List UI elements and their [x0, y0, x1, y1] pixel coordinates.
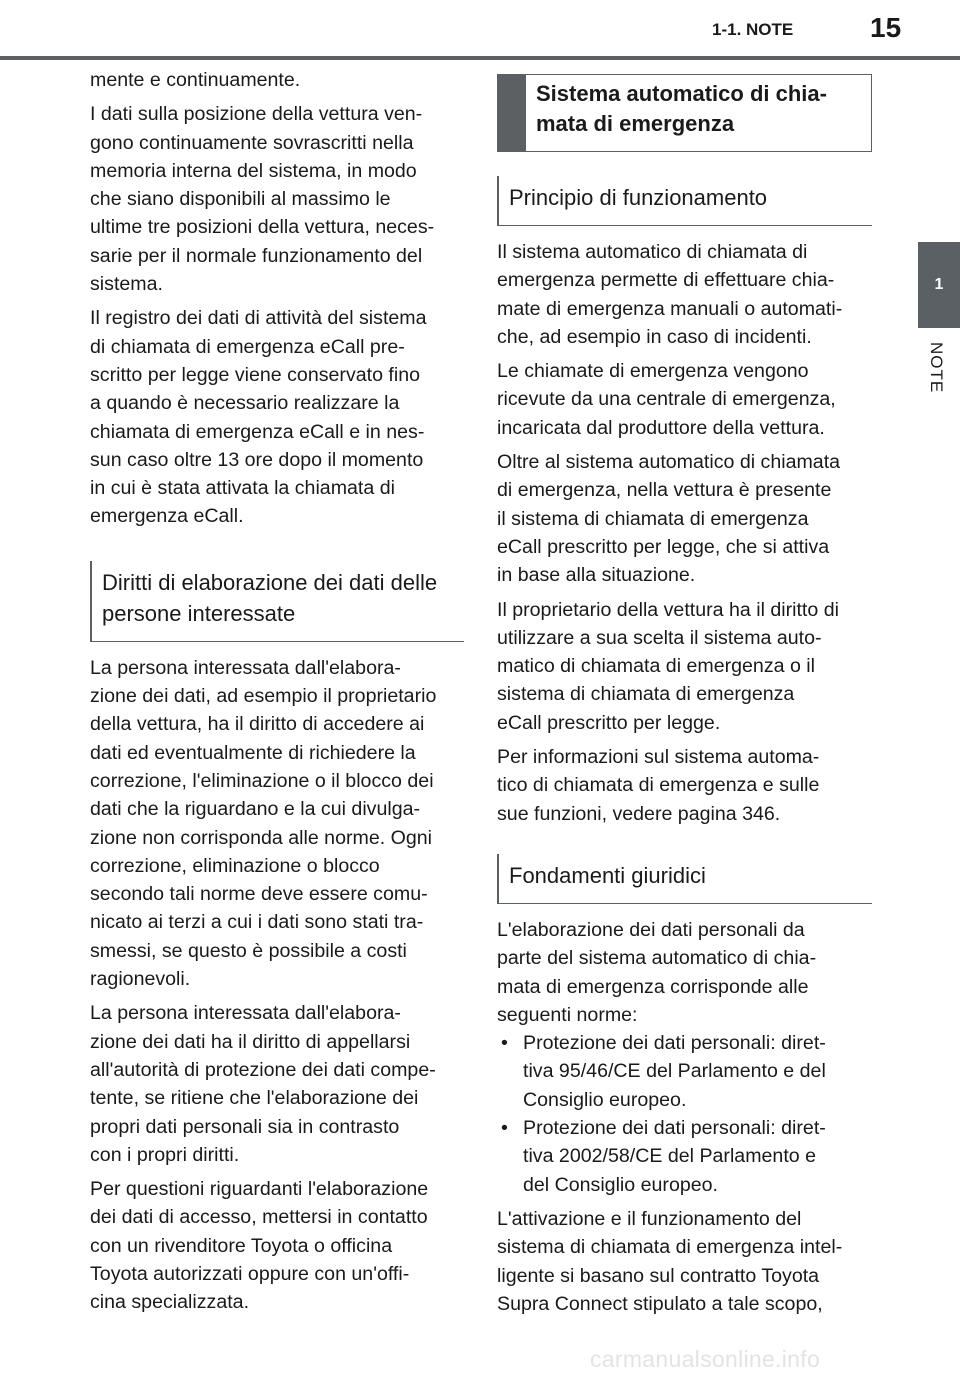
- paragraph: La persona interessata dall'elabora- zione dei dati, ad esempio il proprietario della vettura, ha il diritto di accedere ai dati ed eventualmente di richiedere la correzione, l'eliminazione o il blocco dei dati che la riguardano e la cui divulga- zione non corrisponda alle norme. Ogni correzione, eliminazione o blocco secondo tali norme deve essere comu- nicato ai terzi a cui i dati sono stati tra- smessi, se questo è possibile a costi ragionevoli.: [90, 656, 437, 991]
- paragraph: Oltre al sistema automatico di chiamata di emergenza, nella vettura è presente il sistema di chiamata di emergenza eCall prescritto per legge, che si attiva in base alla situazione.: [497, 451, 841, 587]
- paragraph: mente e continuamente.: [90, 69, 301, 91]
- subsection-heading: Fondamenti giuridici: [497, 854, 872, 904]
- chapter-tab: [918, 242, 960, 328]
- heading-bar: [498, 75, 526, 151]
- subsection-heading: Diritti di elaborazione dei dati delle persone interessate: [90, 561, 464, 642]
- chapter-number: 1: [934, 276, 944, 293]
- right-column: [497, 66, 872, 1324]
- section-title: 1-1. NOTE: [712, 20, 794, 39]
- paragraph: Per questioni riguardanti l'elaborazione dei dati di accesso, mettersi in contatto con un rivenditore Toyota o officina Toyota autorizzati oppure con un'offi- cina specializzata.: [90, 1178, 429, 1314]
- section-heading: Sistema automatico di chia- mata di emergenza: [497, 74, 872, 152]
- paragraph: L'attivazione e il funzionamento del sistema di chiamata di emergenza intel- ligente si basano sul contratto Toyota Supra Connect stipulato a tale scopo,: [497, 1207, 843, 1315]
- paragraph: Il registro dei dati di attività del sistema di chiamata di emergenza eCall pre- scritto per legge viene conservato fino a quando è necessario realizzare la chiamata di emergenza eCall e in nes- sun caso oltre 13 ore dopo il momento in cui è stata attivata la chiamata di emergenza eCall.: [90, 307, 427, 528]
- bullet-item: • Protezione dei dati personali: diret- tiva 95/46/CE del Parlamento e del Consiglio europeo.: [497, 1029, 872, 1114]
- paragraph: La persona interessata dall'elabora- zione dei dati ha il diritto di appellarsi all'autorità di protezione dei dati compe- tente, se ritiene che l'elaborazione dei propri dati personali sia in contrasto con i propri diritti.: [90, 1002, 436, 1166]
- bullet-icon: •: [501, 1117, 508, 1140]
- paragraph: Il proprietario della vettura ha il diritto di utilizzare a sua scelta il sistema auto- matico di chiamata di emergenza o il sistema di chiamata di emergenza eCall prescritto per legge.: [497, 598, 839, 734]
- page-number: 15: [870, 12, 902, 43]
- header-rule: [0, 56, 960, 60]
- paragraph: Le chiamate di emergenza vengono ricevute da una centrale di emergenza, incaricata dal produttore della vettura.: [497, 360, 836, 439]
- watermark: carmanualsonline.info: [590, 1346, 821, 1372]
- paragraph: Il sistema automatico di chiamata di emergenza permette di effettuare chia- mate di emergenza manuali o automati- che, ad esempio in caso di incidenti.: [497, 241, 843, 348]
- left-column: [90, 66, 464, 1323]
- paragraph: Per informazioni sul sistema automa- tico di chiamata di emergenza e sulle sue funzioni, vedere pagina 346.: [497, 746, 820, 825]
- paragraph: L'elaborazione dei dati personali da parte del sistema automatico di chia- mata di emergenza corrisponde alle seguenti norme:: [497, 918, 817, 1026]
- subsection-heading: Principio di funzionamento: [497, 176, 872, 226]
- paragraph: I dati sulla posizione della vettura ven- gono continuamente sovrascritti nella memoria interna del sistema, in modo che siano disponibili al massimo le ultime tre posizioni della vettura, neces- sarie per il normale funzionamento del sistema.: [90, 103, 435, 296]
- bullet-item: • Protezione dei dati personali: diret- tiva 2002/58/CE del Parlamento e del Consiglio europeo.: [497, 1114, 872, 1199]
- bullet-icon: •: [501, 1032, 508, 1055]
- chapter-label: NOTE: [927, 342, 946, 394]
